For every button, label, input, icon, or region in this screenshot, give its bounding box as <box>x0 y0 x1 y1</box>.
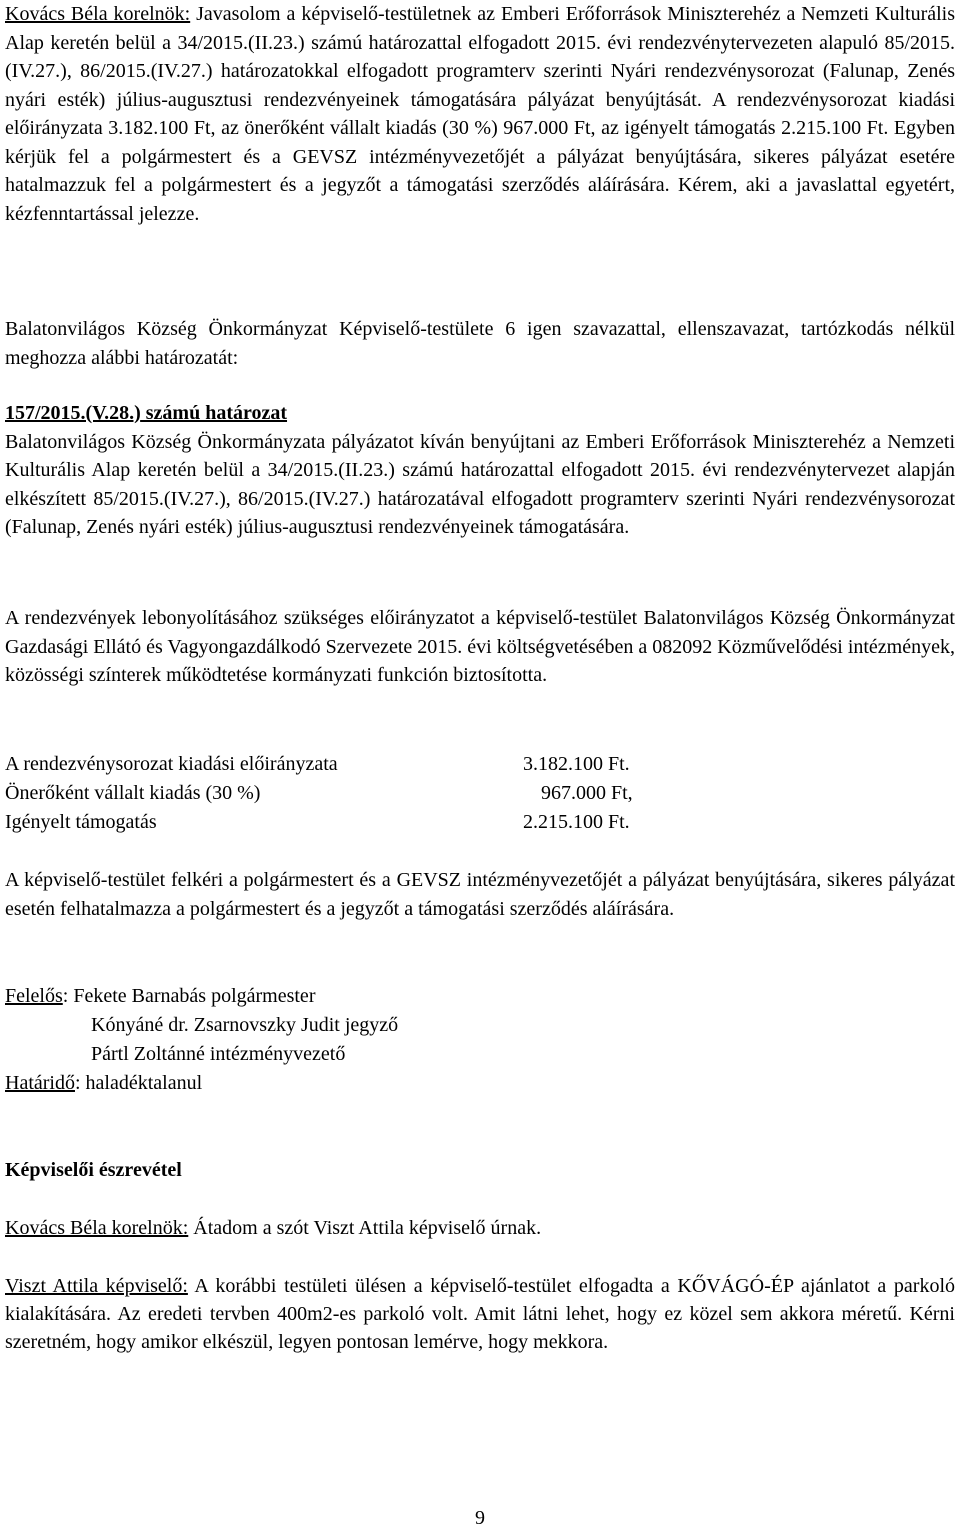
responsible-person: Kónyáné dr. Zsarnovszky Judit jegyző <box>91 1014 399 1036</box>
deadline-label: Határidő <box>5 1072 75 1094</box>
responsible-person: Pártl Zoltánné intézményvezető <box>91 1043 346 1065</box>
korelnok-remark <box>5 1214 955 1243</box>
deadline-value: haladéktalanul <box>85 1072 203 1094</box>
page-number: 9 <box>475 1507 485 1529</box>
budget-value: 967.000 Ft, <box>541 782 633 804</box>
speaker-name: Kovács Béla korelnök: <box>5 3 191 25</box>
korelnok-proposal-paragraph <box>5 0 955 228</box>
resolution-body: Balatonvilágos Község Önkormányzata pályázatot kíván benyújtani az Emberi Erőforrások Miniszterehéz a Nemzeti Kulturális Alap keretén belül a 34/2015.(II.23.) számú határozattal elfogadott 2015. évi rendezvénytervezet alapján elkészített 85/2015.(IV.27.), 86/2015.(IV.27.) határozatával elfogadott programterv szerinti Nyári rendezvénysorozat (Falunap, Zenés nyári esték) július-augusztusi rendezvényeinek támogatására. <box>5 430 955 538</box>
remark-text: Átadom a szót Viszt Attila képviselő úrnak. <box>188 1217 542 1239</box>
speaker-name: Viszt Attila képviselő: <box>5 1275 188 1297</box>
responsible-line: Felelős: Fekete Barnabás polgármester <box>5 985 316 1007</box>
resolution-number: 157/2015.(V.28.) <box>5 402 141 424</box>
budget-value: 3.182.100 Ft. <box>523 753 630 775</box>
budget-label: A rendezvénysorozat kiadási előirányzata <box>5 753 338 775</box>
section-title: Képviselői észrevétel <box>5 1159 182 1181</box>
remark-text: A korábbi testületi ülésen a képviselő-testület elfogadta a KŐVÁGÓ-ÉP ajánlatot a parkoló kialakítására. Az eredeti tervben 400m2-es parkoló volt. Amit látni lehet, hogy ez közel sem akkora méretű. Kérni szeretném, hogy amikor elkészül, legyen pontosan lemérve, hogy mekkora. <box>5 1275 955 1353</box>
deadline-line: Határidő: haladéktalanul <box>5 1072 203 1094</box>
budget-value: 2.215.100 Ft. <box>523 811 630 833</box>
proposal-text: Javasolom a képviselő-testületnek az Emberi Erőforrások Miniszterehéz a Nemzeti Kulturális Alap keretén belül a 34/2015.(II.23.) számú határozattal elfogadott 2015. évi rendezvénytervezeten alapuló 85/2015.(IV.27.), 86/2015.(IV.27.) határozatokkal elfogadott programterv szerinti Nyári rendezvénysorozat (Falunap, Zenés nyári esték) július-augusztusi rendezvényeinek támogatására pályázat benyújtását. A rendezvénysorozat kiadási előirányzata 3.182.100 Ft, az önerőként vállalt kiadás (30 %) 967.000 Ft, az igényelt támogatás 2.215.100 Ft. Egyben kérjük fel a polgármestert és a GEVSZ intézményvezetőjét a pályázat benyújtására, sikeres pályázat esetére hatalmazzuk fel a polgármestert és a jegyzőt a támogatási szerződés aláírására. Kérem, aki a javaslattal egyetért, kézfenntartással jelezze. <box>5 3 955 225</box>
speaker-name: Kovács Béla korelnök: <box>5 1217 189 1239</box>
vote-paragraph: Balatonvilágos Község Önkormányzat Képviselő-testülete 6 igen szavazattal, ellenszavazat, tartózkodás nélkül meghozza alábbi határozatát: <box>5 318 955 369</box>
resolution-title: számú határozat <box>140 402 288 424</box>
resolution-block <box>5 399 955 542</box>
responsible-label: Felelős <box>5 985 63 1007</box>
budget-source-paragraph: A rendezvények lebonyolításához szükséges előirányzatot a képviselő-testület Balatonvilágos Község Önkormányzat Gazdasági Ellátó és Vagyongazdálkodó Szervezete 2015. évi költségvetésében a 082092 Közművelődési intézmények, közösségi színterek működtetése kormányzati funkción biztosította. <box>5 607 955 686</box>
budget-label: Önerőként vállalt kiadás (30 %) <box>5 782 261 804</box>
budget-label: Igényelt támogatás <box>5 811 157 833</box>
viszt-remark <box>5 1272 955 1356</box>
responsible-person: Fekete Barnabás polgármester <box>73 985 316 1007</box>
mandate-paragraph: A képviselő-testület felkéri a polgármestert és a GEVSZ intézményvezetőjét a pályázat benyújtására, sikeres pályázat esetén felhatalmazza a polgármestert és a jegyzőt a támogatási szerződés aláírására. <box>5 869 955 920</box>
